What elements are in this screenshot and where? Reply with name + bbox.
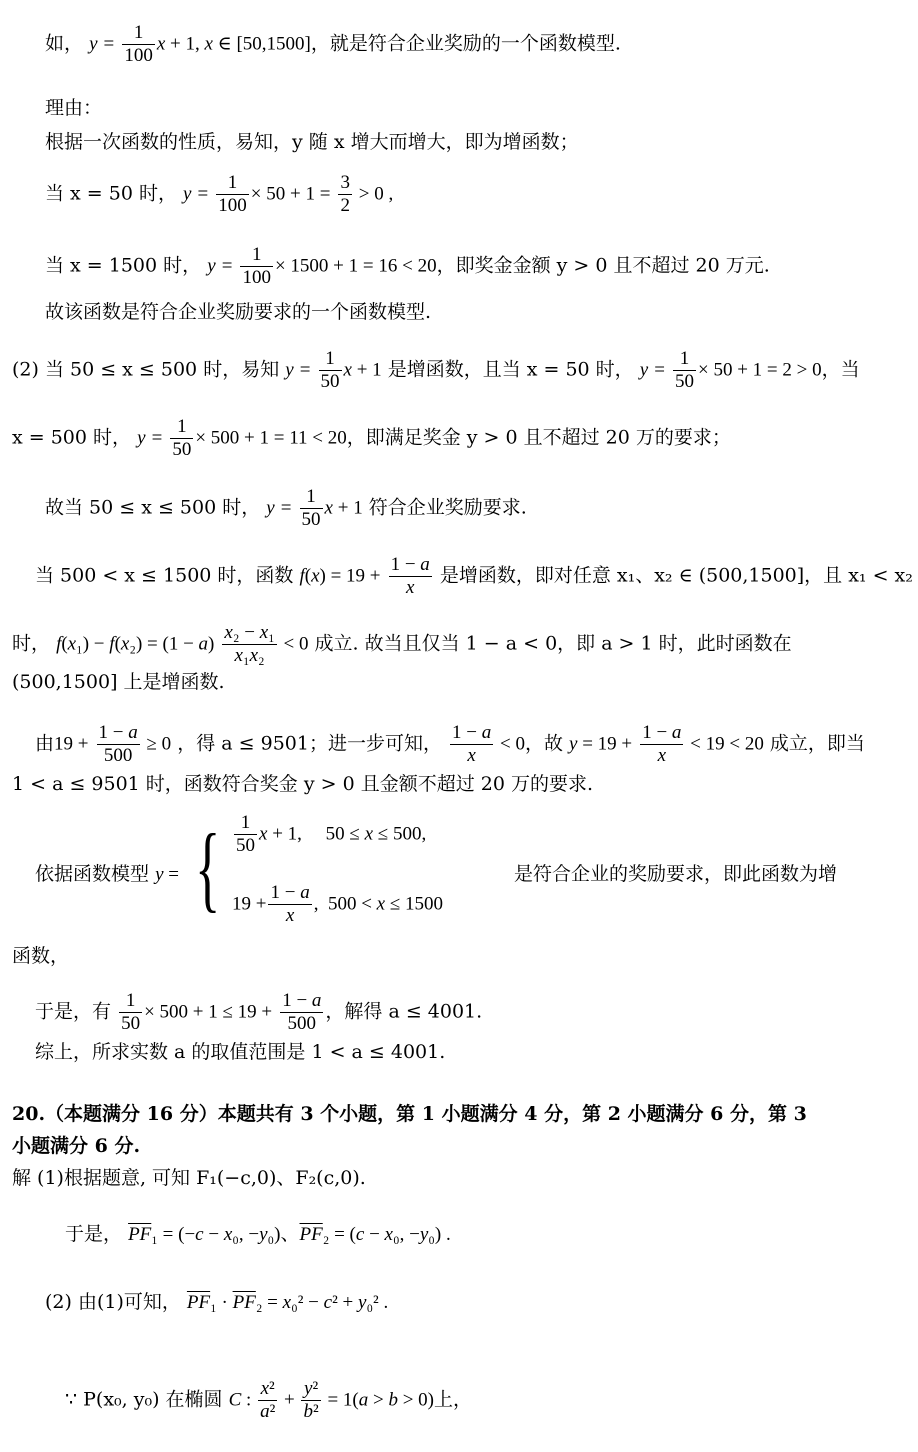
line-3 [45,130,579,154]
line-12 [12,670,225,694]
text: 故该函数是符合企业奖励要求的一个函数模型. [45,301,432,323]
text: 理由： [45,97,103,119]
text: 成立. 故当且仅当 1 − a < 0，即 a > 1 时，此时函数在 [314,632,792,655]
text: 根据一次函数的性质，易知，y 随 x 增大而增大，即为增函数； [45,131,579,153]
text: ∵ P(x₀, y₀) 在椭圆 [65,1388,223,1411]
text: (2) 由(1)可知， [45,1291,181,1313]
line-17: 于是，有 $\frac{1}{50}$ × 500 + 1 ≤ 19 + $\frac{1 - a}{500}$ ，解得 a ≤ 4001. [35,990,483,1034]
text: 综上，所求实数 a 的取值范围是 1 < a ≤ 4001. [35,1041,446,1063]
text: ，得 a ≤ 9501；进一步可知， [177,732,442,755]
solution-line-2: 于是， $\overline{PF}_1 = (-c - x_0$, −y₀)、$\overline{PF}_2 = (c - x_0$, −y₀) . [65,1223,451,1245]
line-8: x = 500 时， y = $\frac{1}{50}$ × 500 + 1 = 11 < 20，即满足奖金 y > 0 且不超过 20 万的要求； [12,416,731,460]
heading-20 [12,1102,807,1126]
line-18 [35,1040,445,1064]
solution-line-4: ∵ P(x₀, y₀) 在椭圆 C : $\frac{\text{x²}}{\text{a²}}$ + $\frac{\text{y²}}{\text{b²}}$ = 1(a > b > 0)上， [65,1378,473,1422]
heading-20-cont [12,1134,140,1158]
solution-line-3: (2) 由(1)可知， $\overline{PF}_1 \cdot \overline{PF}_2 = x_0^2 - c^2 + y_0^2$ . [45,1291,389,1313]
text: 是增函数，即对任意 x₁、x₂ ∈ (500,1500]，且 x₁ < x₂ [439,564,913,587]
piecewise-case-1: $\frac{1}{50}$ x + 1, 50 ≤ x ≤ 500, [236,812,427,856]
solution-line-1 [12,1166,366,1190]
text: ，就是符合企业奖励的一个函数模型. [310,32,621,55]
text: 20.（本题满分 16 分）本题共有 3 个小题，第 1 小题满分 4 分，第 2 小题满分 6 分，第 3 [12,1103,807,1125]
line-13: 由19 + $\frac{1 - a}{500}$ ≥ 0 ，得 a ≤ 9501；进一步可知， $\frac{1 - a}{x}$ < 0，故 y = 19 + $\frac{1 - a}{x}$ < 19 < 20 成立，即当 [35,722,865,766]
line-15b [514,862,837,886]
text: 于是， [65,1223,123,1245]
line-7: (2) 当 50 ≤ x ≤ 500 时，易知 y = $\frac{1}{50}$ x + 1 是增函数，且当 x = 50 时， y = $\frac{1}{50}$ × 50 + 1 = 2 > 0，当 [12,348,860,392]
text: 1 < a ≤ 9501 时，函数符合奖金 y > 0 且金额不超过 20 万的要求. [12,773,594,795]
fraction: $\frac{1}{100}$ [124,22,153,66]
text: x = 500 时， [12,426,132,449]
piecewise-brace: { [195,814,221,921]
text: 故当 50 ≤ x ≤ 500 时， [45,496,261,519]
line-4: 当 x = 50 时， y = $\frac{1}{100}$ × 50 + 1 = $\frac{3}{2}$ > 0 , [45,172,394,216]
text: ，解得 a ≤ 4001. [325,1000,483,1023]
text: ，当 [821,358,860,381]
text: 当 x = 1500 时， [45,254,202,277]
line-2 [45,96,102,120]
text: 成立，即当 [769,732,865,755]
text: (500,1500] 上是增函数. [12,671,225,693]
text: 解 (1)根据题意, 可知 F₁(−c,0)、F₂(c,0). [12,1167,366,1189]
text: 依据函数模型 [35,863,150,885]
text: ，即奖金金额 y > 0 且不超过 20 万元. [436,254,770,277]
line-16 [12,944,69,968]
line-6 [45,300,431,324]
line-14 [12,772,593,796]
piecewise-case-2: 19 + $\frac{1 - a}{x}$ , 500 < x ≤ 1500 [232,882,444,926]
text: 函数， [12,945,70,967]
line-5: 当 x = 1500 时， y = $\frac{1}{100}$ × 1500 + 1 = 16 < 20，即奖金金额 y > 0 且不超过 20 万元. [45,244,770,288]
text: 是增函数，且当 x = 50 时， [387,358,634,381]
text: ，即满足奖金 y > 0 且不超过 20 万的要求； [346,426,731,449]
text: 由 [35,732,55,755]
line-11: 时， f(x₁) − f(x₂) = (1 − a) $\frac{\text{x₂ − x₁}}{\text{x₁x₂}}$ < 0 成立. 故当且仅当 1 − a < 0，即 a > 1 时，此时函数在 [12,622,792,666]
text: 是符合企业的奖励要求，即此函数为增 [514,863,838,885]
text: ，故 [524,732,563,755]
text: 小题满分 6 分. [12,1135,141,1157]
text: 上， [434,1388,473,1411]
text: 符合企业奖励要求. [368,496,527,519]
text: 时， [12,632,51,655]
text: 于是，有 [35,1000,112,1023]
line-15: 依据函数模型 y = [35,863,179,885]
line-10: 当 500 < x ≤ 1500 时，函数 f(x) = 19 + $\frac{1 - a}{x}$ 是增函数，即对任意 x₁、x₂ ∈ (500,1500]，且 x₁ < x₂ [35,554,913,598]
text: (2) 当 50 ≤ x ≤ 500 时，易知 [12,358,280,381]
line-9: 故当 50 ≤ x ≤ 500 时， y = $\frac{1}{50}$ x + 1 符合企业奖励要求. [45,486,527,530]
line-1: 如， y = $\frac{1}{100}$ x + 1, x ∈ [50,1500]，就是符合企业奖励的一个函数模型. [45,22,621,66]
text: 如， [45,32,84,55]
text: 当 500 < x ≤ 1500 时，函数 [35,564,294,587]
text: 当 x = 50 时， [45,182,177,205]
